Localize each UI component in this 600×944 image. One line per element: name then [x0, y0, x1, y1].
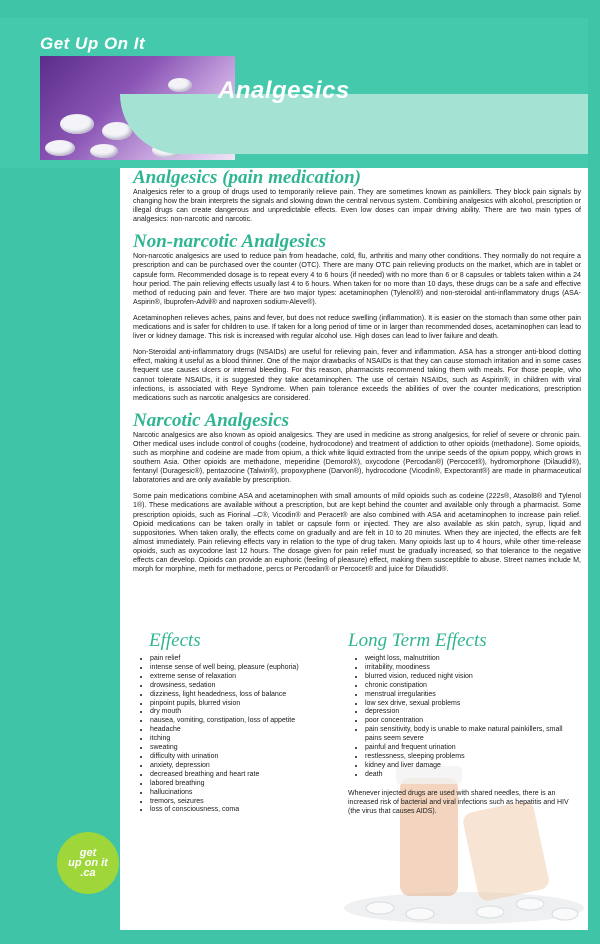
list-item: • drowsiness, sedation — [150, 682, 333, 691]
section-paragraph: Non-Steroidal anti-inflammatory drugs (NSAIDs) are useful for relieving pain, fever and inflammation. ASA has a stronger anti-blood clotting effect, making it useful as a blood thinner. One of the major drawbacks of NSAIDs is that they can cause stomach irritation and in some cases frequent use causes ulcers or internal bleeding. For this reason, pharmacists recommend taking them with meals. For those people, who cannot tolerate NSAIDs, it is suggested they take acetaminophen. The use of certain NSAIDs, such as Aspirin®, in children with viral infections, is associated with Reye Syndrome. When pain tolerance exceeds the abilities of over the counter medications, prescription medications such as narcotic analgesics are considered. — [133, 348, 581, 402]
effects-column — [133, 630, 333, 815]
section-paragraph: Non-narcotic analgesics are used to reduce pain from headache, cold, flu, arthritis and many other conditions. They normally do not require a prescription and can be purchased over the counter (OTC). There are many OTC pain relieving products on the market, which are in tablet or capsule form. Recommended dosage is to repeat every 4 to 6 hours (if needed) with no more than 6 or 8 capsules or tablets taken within a 24 hour period. The pain relieving effects usually last 4 to 6 hours. When taken for no more than 10 days, these drugs can be a safe and effective method of reducing pain and fever. There are two major types: acetaminophen (Tylenol®) and non-steroidal anti-inflammatory drugs (ASA-Aspirin®, Ibuprofen-Advil® and naproxen sodium-Aleve®). — [133, 252, 581, 306]
list-item: • sweating — [150, 744, 333, 753]
long-term-heading: Long Term Effects — [348, 630, 487, 651]
page-title: Analgesics — [218, 77, 350, 104]
list-item: • hallucinations — [150, 789, 333, 798]
list-item: • low sex drive, sexual problems — [365, 700, 581, 709]
getuponit-badge[interactable] — [57, 832, 119, 894]
list-item: • nausea, vomiting, constipation, loss of appetite — [150, 717, 333, 726]
list-item: • dizziness, light headedness, loss of balance — [150, 691, 333, 700]
list-item: • headache — [150, 726, 333, 735]
brand-title: Get Up On It — [40, 34, 146, 53]
section-paragraph: Acetaminophen relieves aches, pains and fever, but does not reduce swelling (inflammation). It is easier on the stomach than some other pain medications and is safer for children to use. If taken for a long period of time or in larger than recommended doses, acetaminophen can lead to liver or kidney damage. This risk is increased with regular alcohol use. High doses can lead to liver failure and death. — [133, 313, 581, 341]
list-item: • dry mouth — [150, 708, 333, 717]
list-item: • extreme sense of relaxation — [150, 673, 333, 682]
long-term-list — [348, 655, 581, 780]
list-item: • anxiety, depression — [150, 762, 333, 771]
list-item: • intense sense of well being, pleasure (euphoria) — [150, 664, 333, 673]
badge-line: up on it — [68, 857, 108, 869]
list-item: • irritability, moodiness — [365, 664, 581, 673]
list-item: • difficulty with urination — [150, 753, 333, 762]
section-heading-non-narcotic: Non-narcotic Analgesics — [133, 231, 326, 253]
badge-line: .ca — [80, 867, 96, 879]
list-item: • decreased breathing and heart rate — [150, 771, 333, 780]
list-item: • chronic constipation — [365, 682, 581, 691]
effects-heading: Effects — [149, 630, 201, 651]
injection-warning: Whenever injected drugs are used with shared needles, there is an increased risk of bacterial and viral infections such as hepatitis and HIV (the virus that causes AIDS). — [348, 789, 569, 815]
badge-line: get — [79, 847, 97, 859]
list-item: • pain relief — [150, 655, 333, 664]
section-paragraph: Some pain medications combine ASA and acetaminophen with small amounts of mild opioids such as codeine (222s®, Atasol8® and Tylenol 1®). These medications are available without a prescription, but are kept behind the counter and available only through a pharmacist. Some prescription opioids, such as Fiorinal –C®, Vicodin® and Peracet® are also combined with ASA and acetaminophen to increase pain relief. Opioid medications can be taken orally in tablet or capsule form or injected. They are also available as skin patch, syrup, liquid and suppositories. When taken orally, the effects come on gradually and are felt in 10 to 20 minutes. When they are injected, the effects are felt almost immediately. Pain relieving effects vary in relation to the type of drug taken. Many opioids last up to 4 hours, while other time-release opioids, such as oxycodone last 12 hours. The dosage given for pain relief must be gradually increased, so that tolerance to the negative effects can develop. Opioids can provide an euphoric (feeling of pleasure) effect, making them susceptible to abuse. Street names include M, morph for morphine, meth for methadone, percs or Percodan® or Percocet® and juice for Dilaudid®. — [133, 492, 581, 574]
list-item: • restlessness, sleeping problems — [365, 753, 581, 762]
header-swoosh — [120, 94, 588, 154]
list-item: • poor concentration — [365, 717, 581, 726]
section-heading-analgesics: Analgesics (pain medication) — [133, 167, 361, 188]
list-item: • labored breathing — [150, 780, 333, 789]
frame-bottom — [0, 930, 600, 944]
main-content — [133, 167, 581, 574]
list-item: • kidney and liver damage — [365, 762, 581, 771]
effects-list — [133, 655, 333, 815]
long-term-column — [348, 630, 581, 816]
list-item: • depression — [365, 708, 581, 717]
list-item: • death — [365, 771, 581, 780]
list-item: • pain sensitivity, body is unable to make natural painkillers, small pains seem severe — [365, 726, 581, 744]
list-item: • tremors, seizures — [150, 798, 333, 807]
list-item: • painful and frequent urination — [365, 744, 581, 753]
list-item: • menstrual irregularities — [365, 691, 581, 700]
list-item: • blurred vision, reduced night vision — [365, 673, 581, 682]
list-item: • itching — [150, 735, 333, 744]
section-paragraph: Analgesics refer to a group of drugs used to temporarily relieve pain. They are sometimes known as painkillers. They block pain signals by changing how the brain interprets the signals and slowing down the central nervous system. Combining analgesics with alcohol, prescription or illegal drugs can create dangerous and unpredictable effects. Even low doses can impair driving ability. There are two main types of analgesics: non-narcotic and narcotic. — [133, 188, 581, 224]
list-item: • pinpoint pupils, blurred vision — [150, 700, 333, 709]
section-heading-narcotic: Narcotic Analgesics — [133, 409, 290, 431]
section-paragraph: Narcotic analgesics are also known as opioid analgesics. They are used in medicine as strong analgesics, for relief of severe or chronic pain. Other medical uses include control of coughs (codeine, hydrocodone) and treatment of addiction to other opioids (methadone). Some opioids, such as morphine and codeine are made from opium, a thick white liquid extracted from the unripe seeds of the opium poppy, which grows in southern Asia. Other opioids are methadone, meperidine (Demorol®), oxycodone (Percodan®) (Percocet®), hydromorphone (Dilaudid®), fentanyl (Duragesic®), pentazocine (Talwin®), propoxyphene (Darvon®), hydrocodone (Vicodin®, Expectorant®) are made in pharmaceutical laboratories and are only available by prescription. — [133, 430, 581, 485]
list-item: • weight loss, malnutrition — [365, 655, 581, 664]
list-item: • loss of consciousness, coma — [150, 806, 333, 815]
frame-right — [588, 0, 600, 944]
